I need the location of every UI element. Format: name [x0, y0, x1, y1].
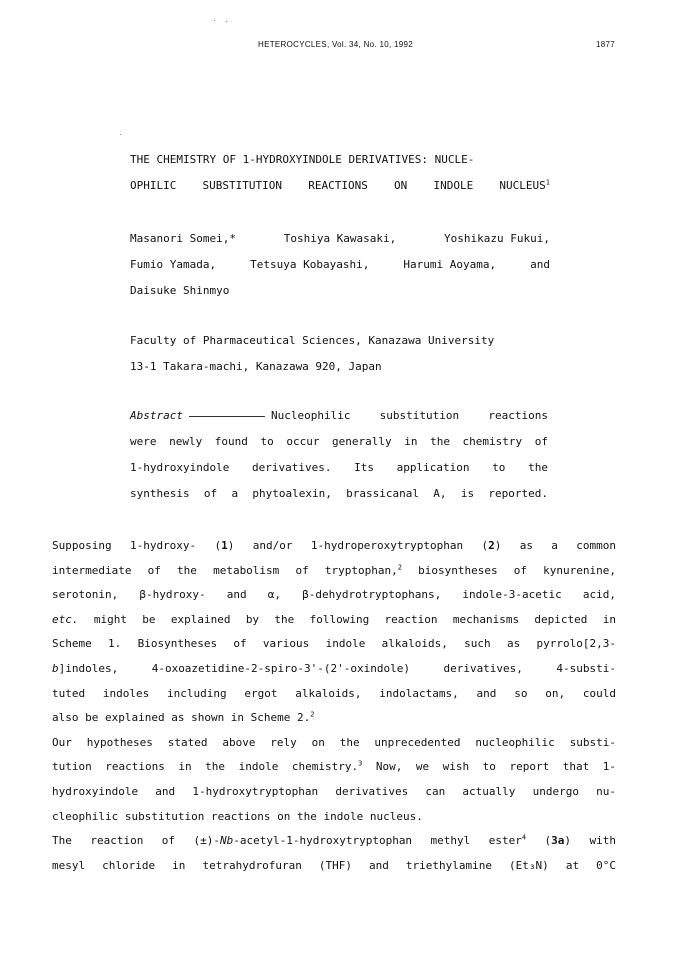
citation-mark: 3 — [358, 759, 363, 768]
author-line-3: Daisuke Shinmyo — [130, 284, 230, 297]
scan-speck — [120, 134, 121, 135]
author-name: Toshiya Kawasaki, — [283, 232, 397, 245]
abstract — [130, 403, 548, 507]
affiliation-line-2: 13-1 Takara-machi, Kanazawa 920, Japan — [130, 360, 382, 373]
title-word: OPHILIC — [130, 179, 177, 192]
body-line: Supposing 1-hydroxy- (1) and/or 1-hydroperoxytryptophan (2) as a common — [52, 539, 617, 552]
body-line: cleophilic substitution reactions on the indole nucleus. — [52, 809, 423, 823]
body-line: etc. might be explained by the following reaction mechanisms depicted in — [52, 612, 616, 626]
journal-citation: HETEROCYCLES, Vol. 34, No. 10, 1992 — [258, 40, 414, 49]
body-line: hydroxyindole and 1-hydroxytryptophan derivatives can actually undergo nu- — [52, 784, 616, 798]
page-number: 1877 — [596, 40, 615, 49]
author-name: Tetsuya Kobayashi, — [250, 258, 370, 271]
title-footnote-mark: 1 — [545, 178, 550, 187]
body-line: serotonin, β-hydroxy- and α, β-dehydrotryptophans, indole-3-acetic acid, — [52, 588, 616, 602]
title-word: ON — [394, 179, 408, 192]
body-line: tution reactions in the indole chemistry.$^3$ Now, we wish to report that 1- — [52, 759, 616, 774]
abstract-line-1: Abstract Nucleophilic substitution reactions — [130, 403, 548, 429]
title-word: INDOLE — [433, 179, 474, 192]
body-line: Scheme 1. Biosyntheses of various indole alkaloids, such as pyrrolo[2,3- — [52, 637, 616, 651]
abstract-dash — [189, 416, 265, 417]
abstract-line-4: synthesis of a phytoalexin, brassicanal A, is reported. — [130, 487, 548, 500]
body-line: intermediate of the metabolism of tryptophan,$^2$ biosyntheses of kynurenine, — [52, 562, 617, 577]
author-name: Harumi Aoyama, — [403, 258, 497, 271]
title-line-1: THE CHEMISTRY OF 1-HYDROXYINDOLE DERIVATIVES: NUCLE- — [130, 153, 475, 166]
body-line: tuted indoles including ergot alkaloids, indolactams, and so on, could — [52, 686, 616, 700]
abstract-line-2: were newly found to occur generally in the chemistry of — [130, 435, 548, 448]
affiliation-line-1: Faculty of Pharmaceutical Sciences, Kanazawa University — [130, 334, 495, 347]
citation-mark: 4 — [521, 833, 527, 842]
body-line: Our hypotheses stated above rely on the unprecedented nucleophilic substi- — [52, 735, 616, 749]
title-word: REACTIONS — [308, 179, 368, 192]
title-line-2 — [130, 173, 550, 199]
title-word: SUBSTITUTION — [202, 179, 283, 192]
abstract-label: Abstract — [130, 409, 183, 422]
body-line: also be explained as shown in Scheme 2.$^2$ — [52, 710, 315, 725]
scan-speck — [226, 21, 227, 22]
author-name: Fumio Yamada, — [130, 258, 217, 271]
author-list — [130, 226, 550, 304]
paper-title — [130, 147, 550, 199]
body-line: b]indoles, 4-oxoazetidine-2-spiro-3'-(2'-oxindole) derivatives, 4-substi- — [52, 661, 616, 675]
author-line-2 — [130, 252, 550, 278]
citation-mark: 2 — [310, 710, 315, 719]
body-line: The reaction of (±)-Nb-acetyl-1-hydroxytryptophan methyl ester$^4$ (3a) with — [52, 833, 617, 848]
title-word-last: NUCLEUS$^1$ — [499, 178, 550, 192]
author-conjunction: and — [530, 258, 550, 271]
body-line: mesyl chloride in tetrahydrofuran (THF) and triethylamine (Et₃N) at 0°C — [52, 858, 616, 872]
citation-mark: 2 — [397, 562, 402, 571]
author-line-1 — [130, 226, 550, 252]
scan-speck — [214, 20, 215, 21]
author-name: Yoshikazu Fukui, — [444, 232, 550, 245]
affiliation — [130, 328, 550, 380]
abstract-line-3: 1-hydroxyindole derivatives. Its application to the — [130, 461, 548, 474]
author-name: Masanori Somei,* — [130, 232, 236, 245]
body-text — [52, 534, 616, 878]
